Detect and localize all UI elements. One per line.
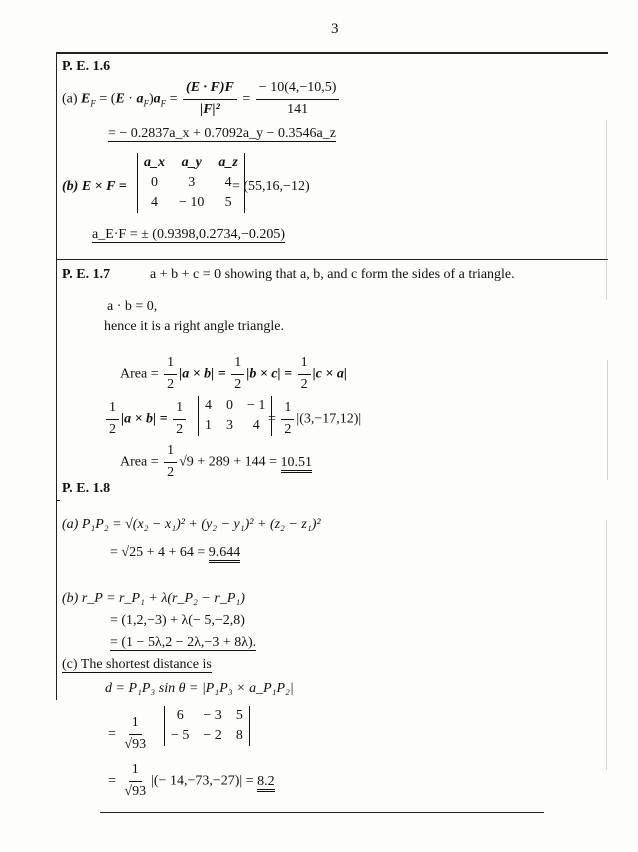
pe18-label: P. E. 1.8 — [62, 481, 111, 496]
pe18-b-line1: (b) r_P = r_P₁ + λ(r_P₂ − r_P₁) — [62, 591, 245, 606]
pe17-label: P. E. 1.7 — [62, 267, 111, 282]
pe17-area-value: Area = $\frac{1}{2}$ √9 + 289 + 144 = 10.51 — [120, 443, 312, 480]
left-border-line — [56, 52, 57, 260]
pe17-cross-result: = $\frac{1}{2}$ |(3,−17,12)| — [268, 400, 362, 437]
pe17-cross-lhs: $\frac{1}{2}$ |a × b| = $\frac{1}{2}$ — [104, 400, 188, 439]
section-rule — [56, 259, 608, 260]
pe18-a-distance: (a) P₁P₂ = √(x₂ − x₁)² + (y₂ − y₁)² + (z₂ − z₁)² — [62, 517, 321, 532]
pe18-box-top — [56, 500, 60, 501]
pe17-hence: hence it is a right angle triangle. — [104, 319, 284, 334]
scan-artifact — [606, 520, 607, 770]
pe18-c-final: = $\frac{1}{√93}$ |(− 14,−73,−27)| = 8.2 — [108, 762, 275, 799]
left-border-line-3 — [56, 500, 57, 700]
pe16-a-result: = − 0.2837a_x + 0.7092a_y − 0.3546a_z — [108, 126, 336, 141]
top-rule — [56, 52, 608, 54]
page-number: 3 — [331, 21, 339, 37]
pe18-b-line3: = (1 − 5λ,2 − 2λ,−3 + 8λ). — [110, 635, 257, 650]
pe17-dot-product: a · b = 0, — [107, 299, 158, 314]
scan-artifact — [607, 360, 608, 480]
pe17-area-formula: Area = $\frac{1}{2}$ |a × b| = $\frac{1}{2}$ |b × c| = $\frac{1}{2}$ |c × a| — [120, 355, 347, 392]
pe16-a-fraction-1: $\frac{(E \cdot F)F}{\text{|F|²}}$ — [183, 80, 237, 119]
pe16-label: P. E. 1.6 — [62, 59, 111, 74]
scan-artifact — [606, 120, 607, 300]
pe18-a-value: = √25 + 4 + 64 = 9.644 — [110, 546, 240, 560]
pe16-b-determinant: a_x a_y a_z 0 3 4 4 − 10 5 — [137, 153, 245, 213]
pe16-unit-vector: a_E·F = ± (0.9398,0.2734,−0.205) — [92, 227, 286, 242]
pe18-c-fraction: = $\frac{1}{√93}$ — [108, 715, 147, 752]
pe16-a-fraction-2: $\frac{- 10(4,-10,5)}{141}$ — [256, 80, 340, 119]
bottom-rule — [100, 812, 544, 813]
pe16-b-prefix: (b) E × F = — [62, 179, 127, 194]
pe18-c-line1: (c) The shortest distance is — [62, 657, 212, 672]
pe16-a-expression: (a) $E_F = (E \cdot a_F)a_F$ = $\frac{(E \cdot F)F}{\text{|F|²}}$ = $\frac{- 10(4,-10,5)}{141}$ — [62, 80, 341, 119]
pe16-b-result: = (55,16,−12) — [232, 179, 310, 194]
pe18-c-line2: d = P₁P₃ sin θ = |P₁P₃ × a_P₁P₂| — [105, 681, 294, 696]
pe17-statement: a + b + c = 0 showing that a, b, and c form the sides of a triangle. — [150, 267, 515, 282]
pe17-cross-determinant: 4 0 − 1 1 3 4 — [198, 396, 272, 436]
pe18-c-determinant: 6 − 3 5 − 5 − 2 8 — [164, 706, 250, 746]
pe16-a-prefix: (a) — [62, 91, 78, 107]
pe18-b-line2: = (1,2,−3) + λ(− 5,−2,8) — [110, 613, 245, 628]
